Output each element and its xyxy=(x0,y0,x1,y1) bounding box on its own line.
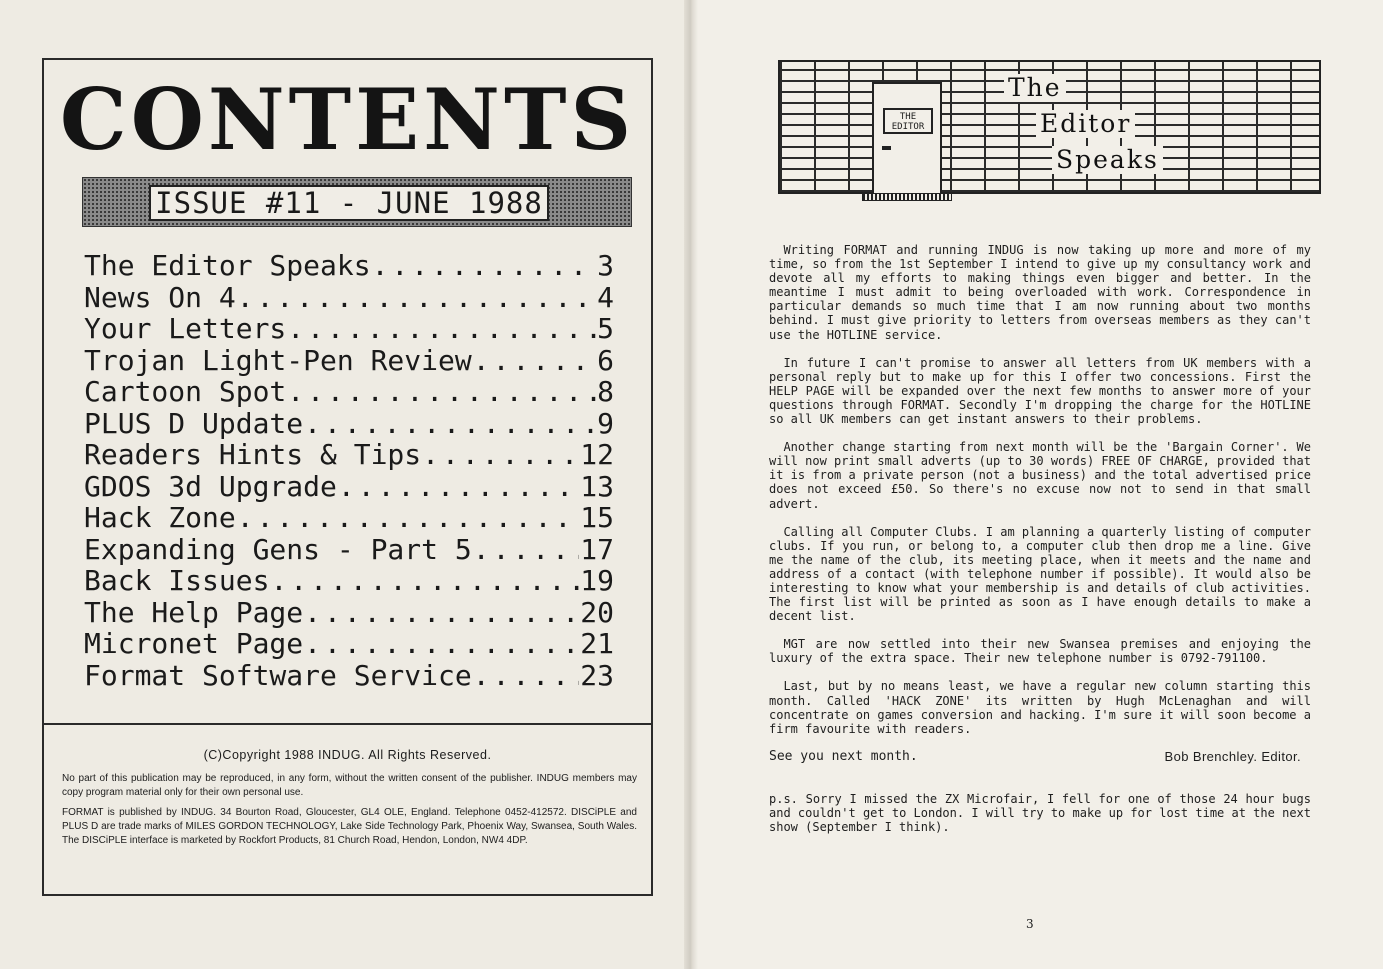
editorial-article xyxy=(769,243,1311,834)
toc-entry xyxy=(84,313,614,345)
toc-entry-title: Micronet Page xyxy=(84,627,304,660)
article-paragraph: MGT are now settled into their new Swansea premises and enjoying the luxury of the extra space. Their new telephone number is 0792-791100. xyxy=(769,637,1311,666)
signature: Bob Brenchley. Editor. xyxy=(1164,748,1301,764)
article-paragraph: Last, but by no means least, we have a regular new column starting this month. Called 'HACK ZONE' its written by Hugh McLenaghan and will concentrate on games conversion and hacking. I'm sure it will soon become a firm favourite with readers. xyxy=(769,679,1311,736)
toc-leader-dots xyxy=(422,439,579,471)
left-page xyxy=(0,0,690,969)
contents-box xyxy=(42,58,653,896)
sign-off xyxy=(769,750,1311,764)
toc-entry xyxy=(84,502,614,534)
banner-word-the: The xyxy=(1004,74,1066,102)
right-page xyxy=(690,0,1383,969)
toc-entry-title: Cartoon Spot xyxy=(84,375,287,408)
toc-entry-page: 13 xyxy=(580,469,614,503)
postscript: p.s. Sorry I missed the ZX Microfair, I fell for one of those 24 hour bugs and couldn't get to London. I will try to make up for lost time at the next show (September I think). xyxy=(769,791,1311,835)
article-paragraph: Another change starting from next month will be the 'Bargain Corner'. We will now print small adverts (up to 30 words) FREE OF CHARGE, provided that it is from a private person (not a business) and the total advertised price does not exceed £50. So there's no excuse now not to send in that small advert. xyxy=(769,440,1311,511)
toc-leader-dots xyxy=(473,660,580,692)
article-paragraph: In future I can't promise to answer all letters from UK members with a personal reply but to make up for this I offer two concessions. First the HELP PAGE will be expanded over the next few months to answer more of your questions through FORMAT. Secondly I'm dropping the charge for the HOTLINE so all UK members can get instant answers to their problems. xyxy=(769,355,1311,427)
toc-entry-title: Back Issues xyxy=(84,564,270,597)
toc-entry xyxy=(84,628,614,660)
toc-entry xyxy=(84,565,614,597)
copyright-notice: (C)Copyright 1988 INDUG. All Rights Reserved. xyxy=(203,748,492,762)
toc-entry-page: 23 xyxy=(580,658,614,692)
table-of-contents xyxy=(84,250,614,691)
toc-leader-dots xyxy=(338,471,579,503)
toc-entry-page: 19 xyxy=(580,564,614,597)
toc-entry xyxy=(84,408,614,440)
toc-leader-dots xyxy=(237,502,580,534)
divider xyxy=(44,723,651,725)
door-step xyxy=(862,193,952,201)
toc-leader-dots xyxy=(372,250,597,282)
toc-entry xyxy=(84,439,614,471)
toc-entry xyxy=(84,534,614,566)
toc-entry-page: 5 xyxy=(597,312,614,345)
toc-entry-title: The Help Page xyxy=(84,595,304,629)
toc-leader-dots xyxy=(473,345,596,377)
toc-leader-dots xyxy=(287,313,596,345)
toc-leader-dots xyxy=(270,565,579,597)
door-knob-icon xyxy=(882,146,891,150)
book-gutter xyxy=(684,0,698,969)
toc-entry-title: Trojan Light-Pen Review xyxy=(84,343,472,377)
toc-entry-title: Expanding Gens - Part 5 xyxy=(84,532,472,566)
toc-leader-dots xyxy=(304,408,596,440)
toc-leader-dots xyxy=(304,628,579,660)
article-paragraph: Writing FORMAT and running INDUG is now taking up more and more of my time, so from the 1st September I intend to give up my consultancy work and devote all my efforts to making things even bigger and better. In the meantime I must admit to being overloaded with work. Correspondence in particular demands so much time that I am now running about two months behind. I must give priority to letters from overseas members as they can't use the HOTLINE service. xyxy=(769,243,1311,342)
toc-leader-dots xyxy=(287,376,596,408)
toc-entry-title: News On 4 xyxy=(84,280,236,314)
toc-leader-dots xyxy=(237,282,596,314)
toc-entry-title: PLUS D Update xyxy=(84,406,304,440)
article-paragraph: Calling all Computer Clubs. I am planning a quarterly listing of computer clubs. If you run, or belong to, a computer club then drop me a line. Give me the name of the club, its meeting place, when it meets and the name and address of a contact (with telephone number if possible). It would also be interesting to know what your membership is and details of club activities. The first list will be printed as soon as I have enough details to make a decent list. xyxy=(769,524,1311,624)
closing-line: See you next month. xyxy=(769,748,918,764)
toc-entry-page: 4 xyxy=(597,280,614,314)
toc-entry-page: 6 xyxy=(597,343,614,377)
toc-entry xyxy=(84,376,614,408)
toc-entry-title: The Editor Speaks xyxy=(84,249,371,282)
toc-entry xyxy=(84,250,614,282)
toc-entry-title: Your Letters xyxy=(84,312,287,345)
toc-entry-title: Format Software Service xyxy=(84,658,472,692)
toc-leader-dots xyxy=(473,534,580,566)
toc-entry xyxy=(84,282,614,314)
contents-title: CONTENTS xyxy=(59,70,636,169)
toc-entry-page: 21 xyxy=(580,627,614,660)
toc-entry xyxy=(84,597,614,629)
toc-entry-page: 17 xyxy=(580,532,614,566)
toc-entry xyxy=(84,345,614,377)
publisher-notice: FORMAT is published by INDUG. 34 Bourton Road, Gloucester, GL4 OLE, England. Telephone 0452-412572. DISCiPLE and PLUS D are trade marks of MILES GORDON TECHNOLOGY, Lake Side Technology Park, Phoenix Way, Swansea, South Wales. The DISCiPLE interface is marketed by Rockfort Products, 81 Church Road, Hendon, London, NW4 4DP. xyxy=(62,807,637,846)
legal-notice: No part of this publication may be reproduced, in any form, without the written consent of the publisher. INDUG members may copy program material only for their own personal use. xyxy=(62,773,637,798)
toc-entry-page: 12 xyxy=(580,438,614,471)
toc-entry-page: 9 xyxy=(597,406,614,440)
toc-entry xyxy=(84,660,614,692)
page-number: 3 xyxy=(1026,917,1034,931)
issue-banner xyxy=(82,177,632,227)
toc-leader-dots xyxy=(304,597,579,629)
toc-entry-page: 3 xyxy=(597,249,614,282)
banner-word-speaks: Speaks xyxy=(1052,146,1163,174)
toc-entry-page: 15 xyxy=(580,501,614,534)
toc-entry-title: GDOS 3d Upgrade xyxy=(84,469,337,503)
door-sign: THE EDITOR xyxy=(883,108,933,134)
issue-label: ISSUE #11 - JUNE 1988 xyxy=(149,185,549,221)
toc-entry xyxy=(84,471,614,503)
toc-entry-page: 20 xyxy=(580,595,614,629)
editor-speaks-banner xyxy=(778,60,1321,194)
toc-entry-title: Readers Hints & Tips xyxy=(84,438,422,471)
door-illustration xyxy=(872,82,942,194)
toc-entry-page: 8 xyxy=(597,375,614,408)
toc-entry-title: Hack Zone xyxy=(84,501,236,534)
banner-word-editor: Editor xyxy=(1036,110,1135,138)
